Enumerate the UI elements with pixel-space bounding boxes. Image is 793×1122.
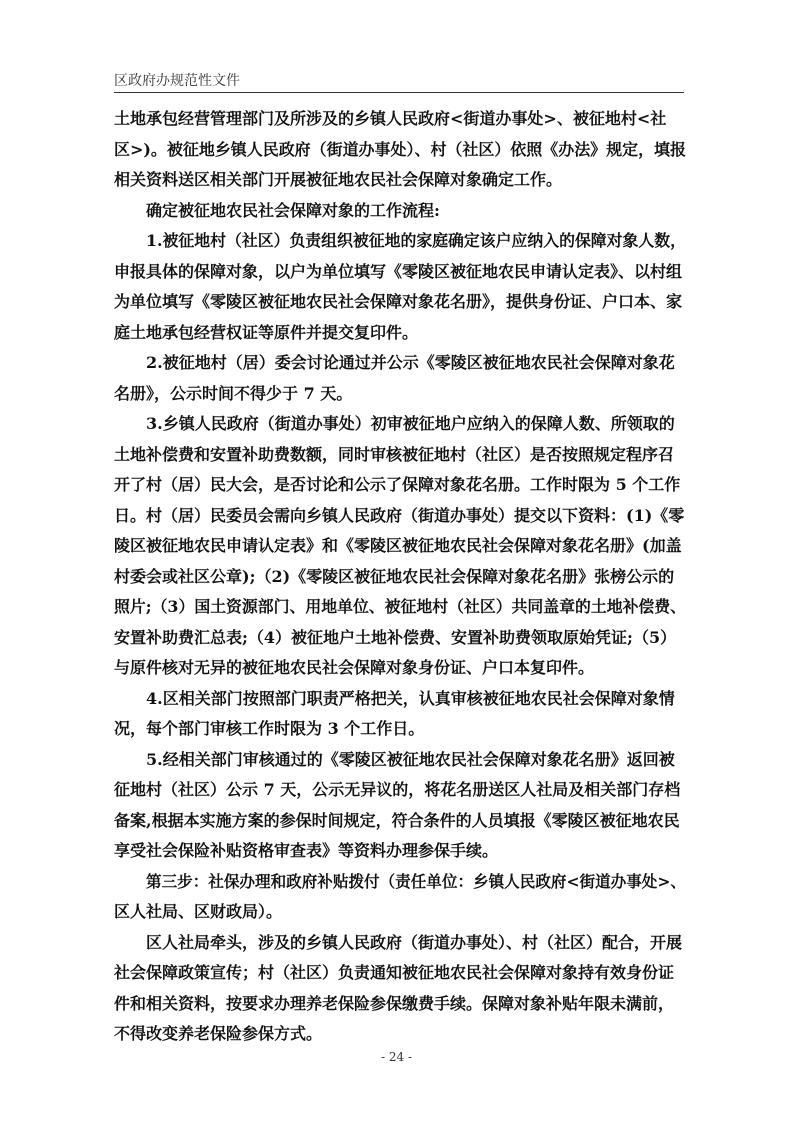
text-line: 日。村（居）民委员会需向乡镇人民政府（街道办事处）提交以下资料：(1)《零 [114,505,685,525]
text-line: 1.被征地村（社区）负责组织被征地的家庭确定该户应纳入的保障对象人数， [146,231,686,250]
page-number: - 24 - [380,1050,412,1064]
text-line: 名册》，公示时间不得少于 7 天。 [114,383,353,403]
text-line: 土地补偿费和安置补助费数额，同时审核被征地村（社区）是否按照规定程序召 [114,444,675,464]
text-line: 区人社局、区财政局）。 [114,902,283,921]
text-line: 庭土地承包经营权证等原件并提交复印件。 [114,322,419,342]
text-line: 4.区相关部门按照部门职责严格把关，认真审核被征地农民社会保障对象情 [146,688,675,708]
text-line: 村委会或社区公章);（2)《零陵区被征地农民社会保障对象花名册》张榜公示的 [114,566,675,586]
text-line: 区>)。被征地乡镇人民政府（街道办事处）、村（社区）依照《办法》规定，填报 [114,139,687,159]
text-line: 陵区被征地农民申请认定表》和《零陵区被征地农民社会保障对象花名册》(加盖 [114,536,682,555]
text-line: 况，每个部门审核工作时限为 3 个工作日。 [114,719,425,738]
text-line: 开了村（居）民大会，是否讨论和公示了保障对象花名册。工作时限为 5 个工作 [114,475,681,494]
running-header: 区政府办规范性文件 [114,73,240,89]
text-line: 件和相关资料，按要求办理养老保险参保缴费手续。保障对象补贴年限未满前， [114,993,675,1013]
text-line: 申报具体的保障对象，以户为单位填写《零陵区被征地农民申请认定表》、以村组 [114,261,683,281]
text-line: 5.经相关部门审核通过的《零陵区被征地农民社会保障对象花名册》返回被 [146,749,675,769]
text-line: 土地承包经营管理部门及所涉及的乡镇人民政府<街道办事处>、被征地村<社 [114,109,667,128]
text-line: 区人社局牵头，涉及的乡镇人民政府（街道办事处）、村（社区）配合，开展 [146,932,683,952]
text-line: 享受社会保险补贴资格审查表》等资料办理参保手续。 [114,841,499,860]
text-line: 第三步：社保办理和政府补贴拨付（责任单位：乡镇人民政府<街道办事处>、 [146,871,687,891]
text-line: 照片;（3）国土资源部门、用地单位、被征地村（社区）共同盖章的土地补偿费、 [114,597,687,616]
header-divider [114,92,684,93]
text-line: 不得改变养老保险参保方式。 [114,1024,323,1043]
text-line: 征地村（社区）公示 7 天，公示无异议的，将花名册送区人社局及相关部门存档 [114,780,681,799]
text-line: 为单位填写《零陵区被征地农民社会保障对象花名册》，提供身份证、户口本、家 [114,292,683,311]
text-line: 安置补助费汇总表;（4）被征地户土地补偿费、安置补助费领取原始凭证;（5） [114,627,677,647]
text-line: 相关资料送区相关部门开展被征地农民社会保障对象确定工作。 [114,170,563,189]
text-line: 备案,根据本实施方案的参保时间规定，符合条件的人员填报《零陵区被征地农民 [114,810,680,830]
text-line: 与原件核对无异的被征地农民社会保障对象身份证、户口本复印件。 [114,658,595,677]
text-line: 2.被征地村（居）委会讨论通过并公示《零陵区被征地农民社会保障对象花 [146,353,675,372]
text-line: 社会保障政策宣传；村（社区）负责通知被征地农民社会保障对象持有效身份证 [114,963,675,982]
body-text [114,104,686,1050]
text-line: 确定被征地农民社会保障对象的工作流程: [146,200,440,220]
text-line: 3.乡镇人民政府（街道办事处）初审被征地户应纳入的保障人数、所领取的 [146,414,675,433]
